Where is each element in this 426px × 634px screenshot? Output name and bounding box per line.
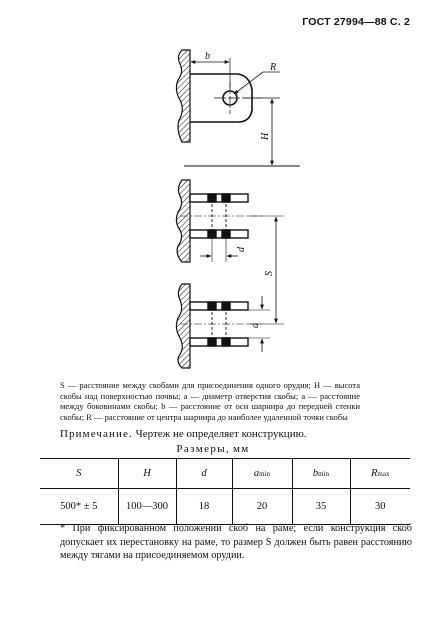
header-a-min	[232, 459, 292, 489]
header-b-sub: min	[318, 470, 330, 478]
dim-label-S: S	[264, 271, 275, 276]
note-label: Примечание.	[60, 428, 133, 440]
note-text: Чертеж не определяет конструкцию.	[135, 428, 307, 440]
header-S: S	[40, 459, 118, 489]
cell-R-max: 30	[350, 489, 410, 525]
header-a: a	[253, 468, 260, 479]
header-R: R	[371, 468, 378, 479]
dim-label-H: H	[260, 132, 271, 140]
dimensions-table	[40, 458, 410, 525]
footnote: * При фиксированном положении скоб на раме; если конструкция скоб допускает их перестановку на раме, то размер S должен быть равен расстоянию между тягами на присоединяемом орудии.	[60, 523, 412, 561]
header-b-min	[292, 459, 350, 489]
cell-S: 500* ± 5	[60, 501, 98, 512]
dim-label-R: R	[270, 62, 277, 73]
note	[60, 428, 307, 441]
table-row	[40, 489, 410, 525]
dim-label-b: b	[205, 51, 210, 62]
table-title-text: Размеры,	[176, 443, 231, 455]
cell-a-min: 20	[232, 489, 292, 525]
cell-H: 100—300	[118, 489, 176, 525]
header-R-sub: max	[377, 470, 390, 478]
dim-label-a: a	[250, 323, 261, 328]
header-H: H	[118, 459, 176, 489]
cell-b-min: 35	[292, 489, 350, 525]
table-unit: мм	[232, 443, 250, 455]
side-view	[176, 50, 300, 166]
table-title	[0, 443, 426, 456]
page-header: ГОСТ 27994—88 С. 2	[302, 16, 410, 28]
cell-d: 18	[176, 489, 232, 525]
header-d: d	[176, 459, 232, 489]
dim-label-d: d	[236, 247, 247, 252]
table-header-row	[40, 459, 410, 489]
header-a-sub: min	[259, 470, 271, 478]
figure-caption: S — расстояние между скобами для присоединения одного орудия; H — высота скобы над поверхностью почвы; a — диаметр отверстия скобы; a — расстояние между боковинами скобы; b — расстояние от оси шарнира до передней стенки скобы; R — расстояние от центра шарнира до наиболее удаленной точки скобы	[60, 380, 360, 422]
header-R-max	[350, 459, 410, 489]
header-b: b	[312, 468, 319, 479]
